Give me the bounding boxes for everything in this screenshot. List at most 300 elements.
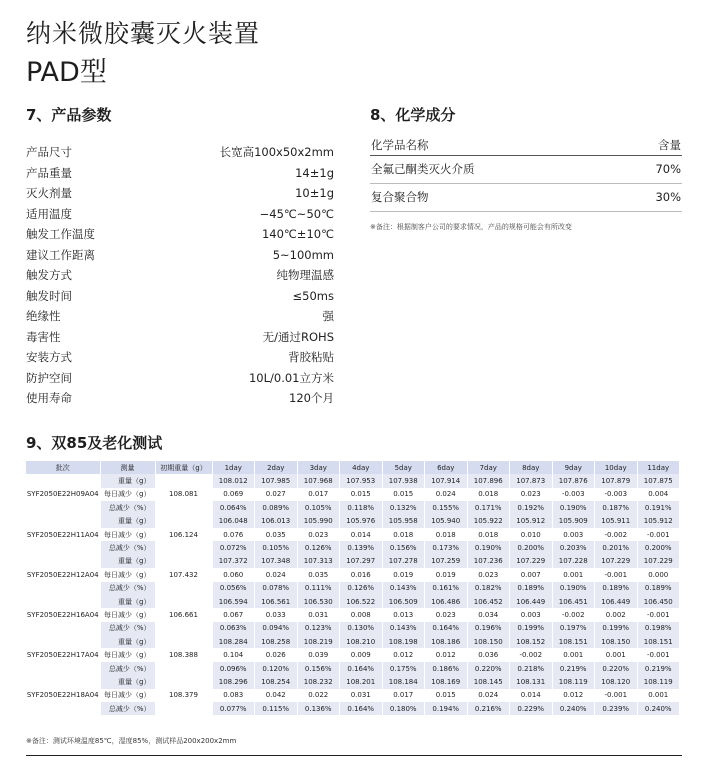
- data-cell: 0.219%: [637, 662, 680, 675]
- data-cell: 0.001: [552, 648, 595, 661]
- initial-weight: 108.081: [155, 474, 212, 514]
- section-title-params: 7、产品参数: [26, 106, 112, 124]
- data-cell: 0.239%: [595, 702, 638, 715]
- measure-label: 每日减少（g）: [100, 568, 155, 581]
- data-cell: 0.001: [552, 568, 595, 581]
- data-cell: 0.164%: [425, 622, 468, 635]
- data-cell: 0.015: [425, 689, 468, 702]
- param-row: [26, 163, 334, 184]
- data-cell: 108.131: [510, 675, 553, 688]
- data-cell: 0.155%: [425, 501, 468, 514]
- param-row: [26, 224, 334, 245]
- param-row: [26, 286, 334, 307]
- data-cell: 0.200%: [637, 541, 680, 554]
- data-cell: 0.132%: [382, 501, 425, 514]
- param-label: 绝缘性: [26, 309, 61, 323]
- param-label: 建议工作距离: [26, 247, 95, 262]
- initial-weight: 106.124: [155, 515, 212, 555]
- data-cell: 0.139%: [340, 541, 383, 554]
- param-value: 14±1g: [295, 165, 334, 180]
- param-label: 毒害性: [26, 329, 61, 344]
- data-cell: 0.096%: [212, 662, 255, 675]
- data-cell: 0.034: [467, 608, 510, 621]
- param-value: −45℃~50℃: [259, 206, 334, 221]
- data-cell: 0.189%: [595, 582, 638, 595]
- data-cell: 0.180%: [382, 702, 425, 715]
- data-cell: 0.007: [510, 568, 553, 581]
- table-row: [26, 622, 680, 635]
- data-cell: 105.990: [297, 515, 340, 528]
- data-cell: 0.009: [340, 648, 383, 661]
- chem-content: 70%: [655, 162, 681, 176]
- column-header: 10day: [595, 461, 638, 474]
- data-cell: 0.115%: [255, 702, 298, 715]
- data-cell: 0.105%: [297, 501, 340, 514]
- data-cell: 0.187%: [595, 501, 638, 514]
- table-row: [26, 635, 680, 648]
- data-cell: 107.229: [595, 555, 638, 568]
- data-cell: 0.186%: [425, 662, 468, 675]
- column-header: 4day: [340, 461, 383, 474]
- batch-id: SYF2050E22H09A04: [26, 474, 100, 514]
- measure-label: 每日减少（g）: [100, 608, 155, 621]
- data-cell: 0.203%: [552, 541, 595, 554]
- data-cell: 0.060: [212, 568, 255, 581]
- data-cell: 106.013: [255, 515, 298, 528]
- data-cell: 0.035: [297, 568, 340, 581]
- data-cell: 0.017: [382, 689, 425, 702]
- param-label: 安装方式: [26, 350, 72, 364]
- data-cell: 108.198: [382, 635, 425, 648]
- data-cell: 0.004: [637, 488, 680, 501]
- data-cell: 0.111%: [297, 582, 340, 595]
- data-cell: 0.019: [425, 568, 468, 581]
- data-cell: 108.150: [467, 635, 510, 648]
- param-value: 纯物理温感: [276, 268, 334, 282]
- data-cell: 108.232: [297, 675, 340, 688]
- data-cell: 0.003: [510, 608, 553, 621]
- data-cell: 0.175%: [382, 662, 425, 675]
- data-cell: 0.089%: [255, 501, 298, 514]
- data-cell: 106.450: [637, 595, 680, 608]
- data-cell: 0.191%: [637, 501, 680, 514]
- data-cell: 107.228: [552, 555, 595, 568]
- data-cell: 0.200%: [510, 541, 553, 554]
- data-cell: 105.940: [425, 515, 468, 528]
- data-cell: 108.120: [595, 675, 638, 688]
- data-cell: 106.561: [255, 595, 298, 608]
- data-cell: 0.027: [255, 488, 298, 501]
- column-header: 初期重量（g）: [155, 461, 212, 474]
- column-header: 测量: [100, 461, 155, 474]
- data-cell: 107.896: [467, 474, 510, 487]
- data-cell: 0.190%: [552, 582, 595, 595]
- table-row: [26, 648, 680, 661]
- measure-label: 重量（g）: [100, 595, 155, 608]
- column-header: 7day: [467, 461, 510, 474]
- aging-test-table: [26, 461, 680, 715]
- data-cell: 0.001: [637, 689, 680, 702]
- test-note: ※备注：测试环境温度85℃，湿度85%，测试样品200x200x2mm: [26, 737, 237, 745]
- data-cell: 0.189%: [637, 582, 680, 595]
- data-cell: 0.190%: [467, 541, 510, 554]
- measure-label: 总减少（%）: [100, 622, 155, 635]
- data-cell: 0.035: [255, 528, 298, 541]
- data-cell: 0.019: [382, 568, 425, 581]
- data-cell: 106.522: [340, 595, 383, 608]
- data-cell: 0.219%: [552, 662, 595, 675]
- data-cell: 0.198%: [637, 622, 680, 635]
- table-row: [26, 689, 680, 702]
- param-label: 灭火剂量: [26, 186, 72, 200]
- data-cell: 0.216%: [467, 702, 510, 715]
- product-title: 纳米微胶囊灭火装置: [26, 19, 261, 48]
- data-cell: 108.296: [212, 675, 255, 688]
- data-cell: 106.451: [552, 595, 595, 608]
- column-header: 批次: [26, 461, 100, 474]
- param-label: 触发方式: [26, 268, 72, 282]
- param-label: 触发时间: [26, 288, 72, 303]
- column-header: 3day: [297, 461, 340, 474]
- chem-name: 复合聚合物: [371, 190, 429, 204]
- data-cell: 0.196%: [467, 622, 510, 635]
- table-row: [26, 528, 680, 541]
- initial-weight: 107.432: [155, 555, 212, 595]
- chem-note: ※备注：根据制客户公司的要求情况，产品的规格可能会有所改变: [370, 223, 572, 231]
- data-cell: 0.104: [212, 648, 255, 661]
- data-cell: 0.023: [510, 488, 553, 501]
- bottom-divider: [26, 755, 682, 756]
- table-row: [26, 662, 680, 675]
- data-cell: 0.077%: [212, 702, 255, 715]
- data-cell: 0.018: [467, 488, 510, 501]
- data-cell: 0.018: [467, 528, 510, 541]
- data-cell: 0.173%: [425, 541, 468, 554]
- param-label: 防护空间: [26, 370, 72, 385]
- data-cell: 0.031: [340, 689, 383, 702]
- data-cell: 0.015: [340, 488, 383, 501]
- batch-id: SYF2050E22H17A04: [26, 635, 100, 675]
- measure-label: 总减少（%）: [100, 541, 155, 554]
- data-cell: -0.002: [510, 648, 553, 661]
- data-cell: 106.594: [212, 595, 255, 608]
- data-cell: 0.056%: [212, 582, 255, 595]
- measure-label: 总减少（%）: [100, 662, 155, 675]
- param-row: [26, 368, 334, 389]
- chem-content: 30%: [655, 190, 681, 204]
- data-cell: 0.156%: [297, 662, 340, 675]
- data-cell: -0.003: [552, 488, 595, 501]
- data-cell: 0.161%: [425, 582, 468, 595]
- data-cell: 0.194%: [425, 702, 468, 715]
- data-cell: 0.024: [425, 488, 468, 501]
- data-cell: 108.151: [637, 635, 680, 648]
- table-row: [26, 608, 680, 621]
- data-cell: 108.186: [425, 635, 468, 648]
- data-cell: 0.118%: [340, 501, 383, 514]
- data-cell: 0.240%: [637, 702, 680, 715]
- data-cell: 106.509: [382, 595, 425, 608]
- data-cell: -0.002: [595, 528, 638, 541]
- product-model: PAD型: [26, 57, 107, 88]
- data-cell: 108.119: [552, 675, 595, 688]
- param-row: [26, 327, 334, 348]
- measure-label: 每日减少（g）: [100, 488, 155, 501]
- data-cell: 108.169: [425, 675, 468, 688]
- table-row: [26, 595, 680, 608]
- column-header: 5day: [382, 461, 425, 474]
- data-cell: 108.152: [510, 635, 553, 648]
- chem-row: [370, 156, 682, 184]
- data-cell: -0.001: [637, 608, 680, 621]
- data-cell: 107.879: [595, 474, 638, 487]
- param-value: 5~100mm: [272, 247, 334, 262]
- data-cell: 0.240%: [552, 702, 595, 715]
- data-cell: 0.126%: [297, 541, 340, 554]
- initial-weight: 106.661: [155, 595, 212, 635]
- data-cell: 0.130%: [340, 622, 383, 635]
- data-cell: 0.013: [382, 608, 425, 621]
- data-cell: 0.201%: [595, 541, 638, 554]
- data-cell: 108.012: [212, 474, 255, 487]
- data-cell: 0.031: [297, 608, 340, 621]
- data-cell: 0.156%: [382, 541, 425, 554]
- data-cell: 0.010: [510, 528, 553, 541]
- table-row: [26, 488, 680, 501]
- data-cell: 105.976: [340, 515, 383, 528]
- data-cell: 0.039: [297, 648, 340, 661]
- data-cell: 0.014: [340, 528, 383, 541]
- data-cell: 0.022: [297, 689, 340, 702]
- param-label: 适用温度: [26, 206, 72, 221]
- param-row: [26, 306, 334, 327]
- data-cell: 0.220%: [467, 662, 510, 675]
- param-value: 10L/0.01立方米: [248, 370, 334, 385]
- section-title-test: 9、双85及老化测试: [26, 434, 163, 452]
- table-row: [26, 582, 680, 595]
- column-header: 11day: [637, 461, 680, 474]
- data-cell: 107.985: [255, 474, 298, 487]
- data-cell: 0.012: [552, 689, 595, 702]
- data-cell: 108.119: [637, 675, 680, 688]
- data-cell: 0.190%: [552, 501, 595, 514]
- data-cell: 0.218%: [510, 662, 553, 675]
- data-cell: 0.023: [297, 528, 340, 541]
- measure-label: 每日减少（g）: [100, 528, 155, 541]
- column-header: 2day: [255, 461, 298, 474]
- table-row: [26, 541, 680, 554]
- table-row: [26, 515, 680, 528]
- table-row: [26, 474, 680, 487]
- data-cell: -0.001: [595, 568, 638, 581]
- table-header-row: [26, 461, 680, 474]
- data-cell: 108.210: [340, 635, 383, 648]
- data-cell: 0.033: [255, 608, 298, 621]
- table-row: [26, 501, 680, 514]
- data-cell: 0.197%: [552, 622, 595, 635]
- initial-weight: 108.388: [155, 635, 212, 675]
- data-cell: -0.001: [637, 528, 680, 541]
- chem-row: [370, 184, 682, 212]
- data-cell: 107.313: [297, 555, 340, 568]
- data-cell: 0.018: [382, 528, 425, 541]
- data-cell: -0.002: [552, 608, 595, 621]
- param-value: 140℃±10℃: [261, 227, 334, 241]
- data-cell: 0.192%: [510, 501, 553, 514]
- data-cell: 106.530: [297, 595, 340, 608]
- data-cell: 0.026: [255, 648, 298, 661]
- param-row: [26, 142, 334, 163]
- data-cell: 0.182%: [467, 582, 510, 595]
- chem-header-content: 含量: [658, 138, 681, 152]
- data-cell: 0.076: [212, 528, 255, 541]
- data-cell: 0.015: [382, 488, 425, 501]
- data-cell: 108.201: [340, 675, 383, 688]
- data-cell: 108.150: [595, 635, 638, 648]
- data-cell: 0.017: [297, 488, 340, 501]
- param-row: [26, 204, 334, 225]
- table-row: [26, 702, 680, 715]
- data-cell: 0.199%: [510, 622, 553, 635]
- data-cell: 107.953: [340, 474, 383, 487]
- data-cell: 108.184: [382, 675, 425, 688]
- param-value: 10±1g: [295, 186, 334, 200]
- param-row: [26, 347, 334, 368]
- data-cell: 0.126%: [340, 582, 383, 595]
- param-label: 产品尺寸: [26, 145, 72, 159]
- data-cell: 105.912: [637, 515, 680, 528]
- measure-label: 总减少（%）: [100, 582, 155, 595]
- param-value: 强: [322, 309, 334, 323]
- param-label: 产品重量: [26, 165, 72, 180]
- table-row: [26, 568, 680, 581]
- data-cell: 105.911: [595, 515, 638, 528]
- data-cell: 0.000: [637, 568, 680, 581]
- data-cell: 0.123%: [297, 622, 340, 635]
- data-cell: 0.023: [467, 568, 510, 581]
- section-title-chem: 8、化学成分: [370, 106, 456, 124]
- param-row: [26, 245, 334, 266]
- data-cell: 106.048: [212, 515, 255, 528]
- measure-label: 总减少（%）: [100, 501, 155, 514]
- batch-id: SYF2050E22H11A04: [26, 515, 100, 555]
- param-value: ≤50ms: [292, 288, 334, 303]
- table-row: [26, 555, 680, 568]
- batch-id: SYF2050E22H18A04: [26, 675, 100, 715]
- column-header: 6day: [425, 461, 468, 474]
- chem-table: [370, 135, 682, 212]
- data-cell: 0.164%: [340, 702, 383, 715]
- data-cell: 0.012: [382, 648, 425, 661]
- data-cell: 0.069: [212, 488, 255, 501]
- param-row: [26, 388, 334, 409]
- data-cell: 0.042: [255, 689, 298, 702]
- data-cell: 0.008: [340, 608, 383, 621]
- chem-header: [370, 135, 682, 156]
- data-cell: 107.229: [510, 555, 553, 568]
- data-cell: 0.067: [212, 608, 255, 621]
- param-value: 长宽高100x50x2mm: [219, 145, 334, 159]
- data-cell: 108.151: [552, 635, 595, 648]
- data-cell: 0.014: [510, 689, 553, 702]
- data-cell: 107.348: [255, 555, 298, 568]
- data-cell: -0.001: [595, 689, 638, 702]
- data-cell: 106.449: [595, 595, 638, 608]
- data-cell: -0.003: [595, 488, 638, 501]
- column-header: 1day: [212, 461, 255, 474]
- data-cell: -0.001: [637, 648, 680, 661]
- initial-weight: 108.379: [155, 675, 212, 715]
- param-value: 无/通过ROHS: [262, 329, 334, 344]
- data-cell: 0.229%: [510, 702, 553, 715]
- data-cell: 108.145: [467, 675, 510, 688]
- chem-name: 全氟己酮类灭火介质: [371, 162, 475, 176]
- data-cell: 0.120%: [255, 662, 298, 675]
- measure-label: 每日减少（g）: [100, 689, 155, 702]
- data-cell: 107.914: [425, 474, 468, 487]
- data-cell: 0.105%: [255, 541, 298, 554]
- measure-label: 总减少（%）: [100, 702, 155, 715]
- data-cell: 108.219: [297, 635, 340, 648]
- data-cell: 0.003: [552, 528, 595, 541]
- data-cell: 0.078%: [255, 582, 298, 595]
- data-cell: 0.143%: [382, 582, 425, 595]
- measure-label: 重量（g）: [100, 635, 155, 648]
- data-cell: 107.297: [340, 555, 383, 568]
- measure-label: 重量（g）: [100, 474, 155, 487]
- data-cell: 108.284: [212, 635, 255, 648]
- measure-label: 每日减少（g）: [100, 648, 155, 661]
- param-label: 触发工作温度: [26, 227, 95, 241]
- data-cell: 0.094%: [255, 622, 298, 635]
- data-cell: 107.873: [510, 474, 553, 487]
- data-cell: 0.018: [425, 528, 468, 541]
- data-cell: 107.876: [552, 474, 595, 487]
- params-list: [26, 142, 334, 409]
- column-header: 8day: [510, 461, 553, 474]
- table-row: [26, 675, 680, 688]
- data-cell: 107.259: [425, 555, 468, 568]
- data-cell: 107.875: [637, 474, 680, 487]
- data-cell: 0.189%: [510, 582, 553, 595]
- data-cell: 0.063%: [212, 622, 255, 635]
- data-cell: 0.164%: [340, 662, 383, 675]
- data-cell: 107.229: [637, 555, 680, 568]
- batch-id: SYF2050E22H16A04: [26, 595, 100, 635]
- data-cell: 108.258: [255, 635, 298, 648]
- data-cell: 105.958: [382, 515, 425, 528]
- param-row: [26, 265, 334, 286]
- data-cell: 0.023: [425, 608, 468, 621]
- data-cell: 106.449: [510, 595, 553, 608]
- data-cell: 106.486: [425, 595, 468, 608]
- data-cell: 0.024: [467, 689, 510, 702]
- data-cell: 107.278: [382, 555, 425, 568]
- batch-id: SYF2050E22H12A04: [26, 555, 100, 595]
- param-label: 使用寿命: [26, 391, 72, 405]
- data-cell: 0.036: [467, 648, 510, 661]
- column-header: 9day: [552, 461, 595, 474]
- measure-label: 重量（g）: [100, 675, 155, 688]
- data-cell: 0.220%: [595, 662, 638, 675]
- data-cell: 0.136%: [297, 702, 340, 715]
- data-cell: 0.083: [212, 689, 255, 702]
- data-cell: 107.938: [382, 474, 425, 487]
- data-cell: 0.016: [340, 568, 383, 581]
- data-cell: 0.001: [595, 648, 638, 661]
- chem-header-name: 化学品名称: [371, 138, 429, 152]
- param-value: 120个月: [289, 391, 334, 405]
